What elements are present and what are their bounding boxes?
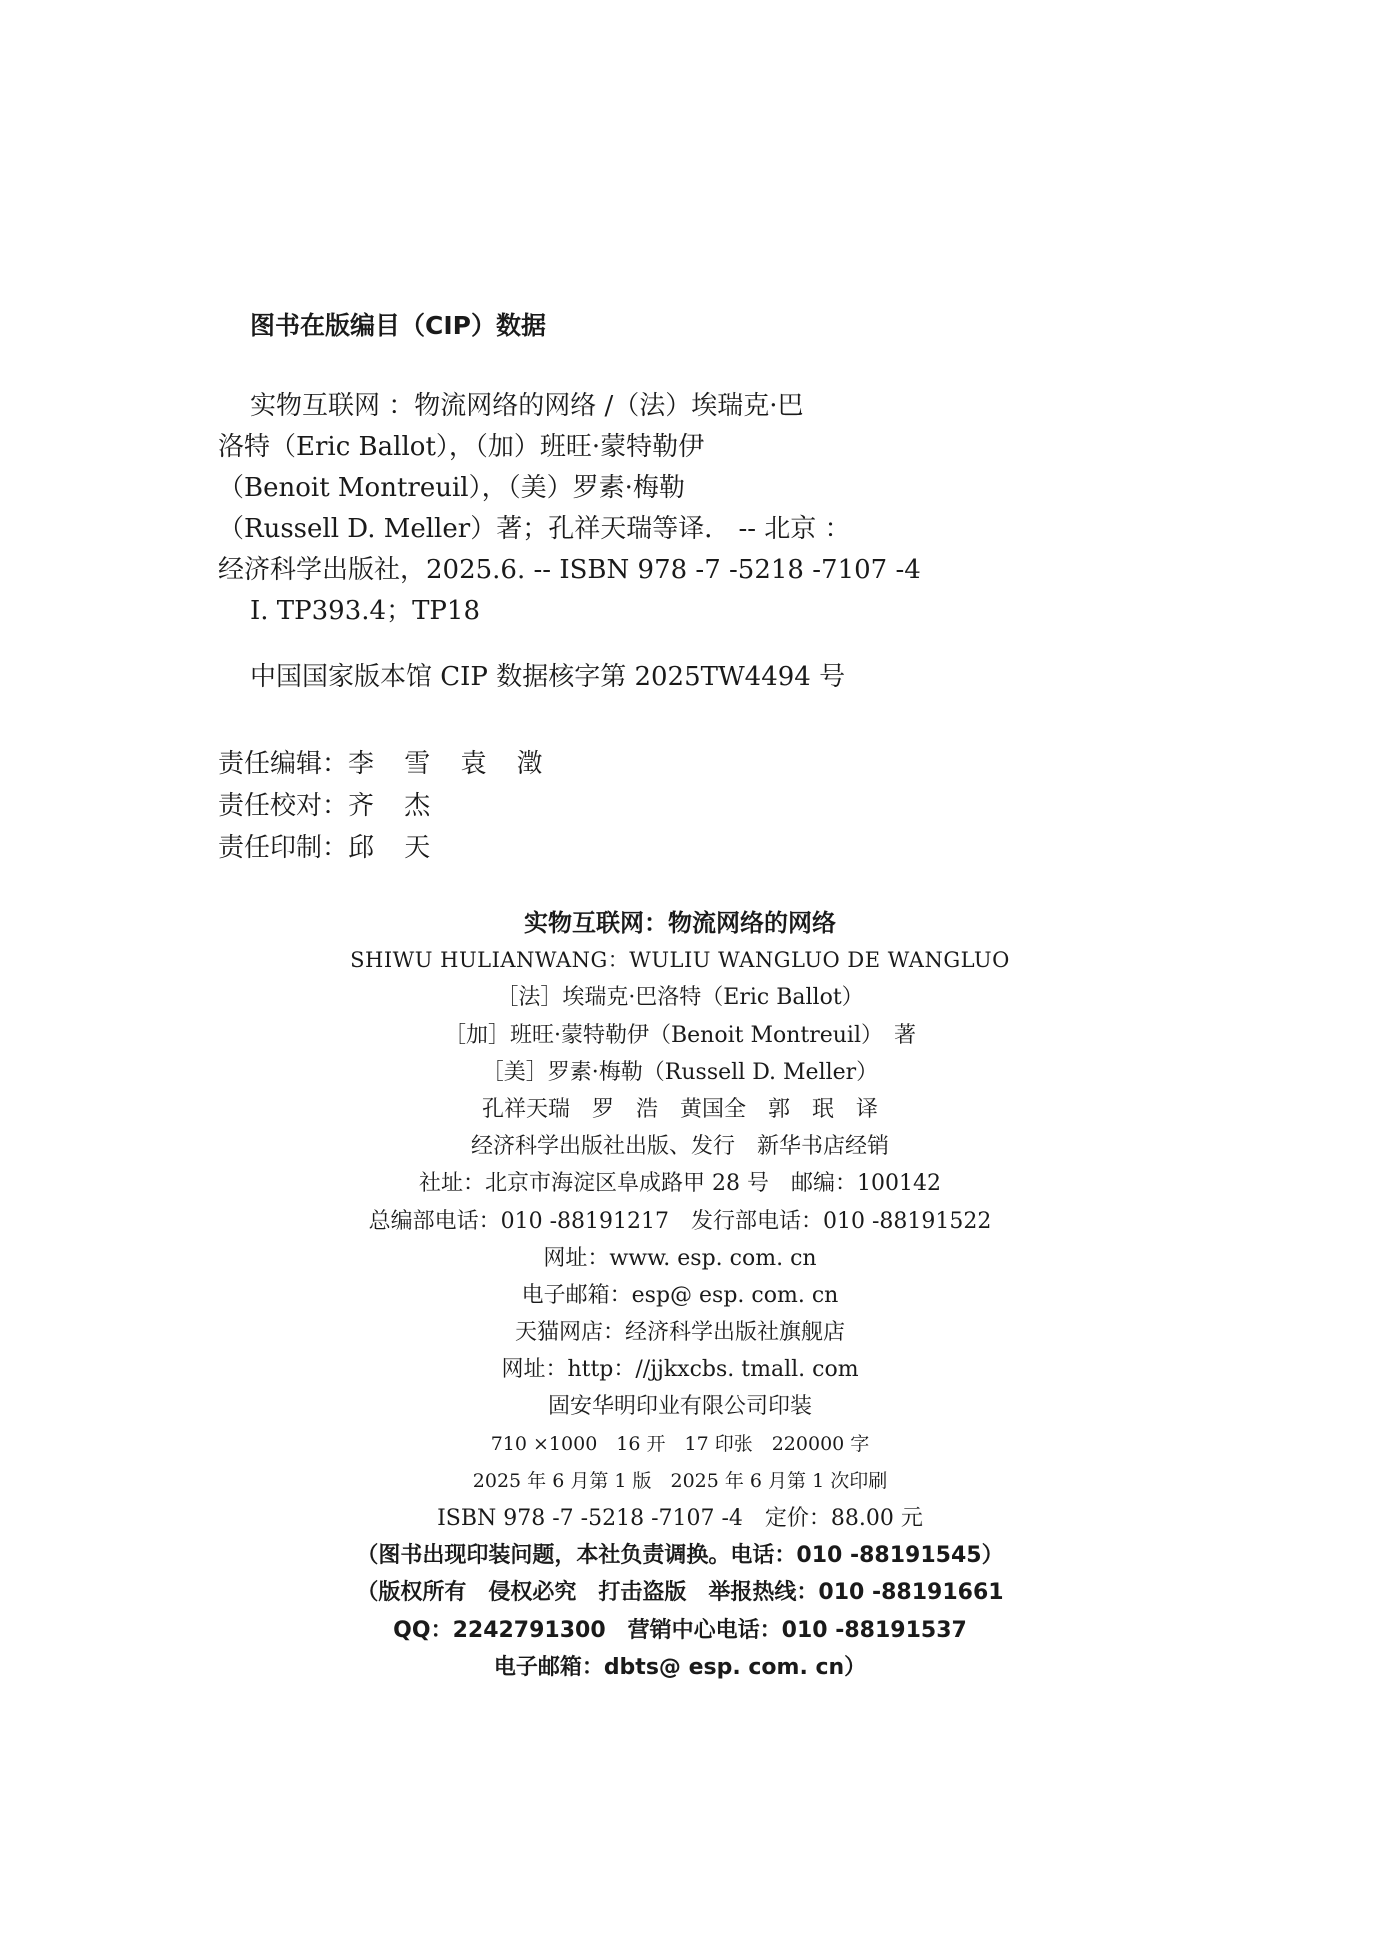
staff-role: 责任编辑： — [218, 749, 349, 779]
cip-verification-number: 中国国家版本馆 CIP 数据核字第 2025TW4494 号 — [250, 662, 846, 692]
book-title: 实物互联网：物流网络的网络 — [524, 909, 836, 937]
address-line: 社址：北京市海淀区阜成路甲 28 号 邮编：100142 — [419, 1171, 941, 1197]
email-line: 电子邮箱：esp@ esp. com. cn — [521, 1282, 839, 1308]
staff-role: 责任印制： — [218, 833, 349, 863]
format-line: 710 ×1000 16 开 17 印张 220000 字 — [490, 1432, 870, 1455]
cip-line: 经济科学出版社，2025.6. -- ISBN 978 -7 -5218 -7107 -4 — [218, 555, 921, 585]
notice-line: QQ：2242791300 营销中心电话：010 -88191537 — [393, 1617, 967, 1643]
printer-line: 固安华明印业有限公司印装 — [547, 1394, 812, 1420]
cip-line: 实物互联网 ：物流网络的网络 /（法）埃瑞克·巴 — [250, 391, 804, 421]
staff-names: 齐 杰 — [348, 791, 431, 821]
translators-line: 孔祥天瑞 罗 浩 黄国全 郭 珉 译 — [481, 1096, 878, 1122]
author-line: ［美］罗素·梅勒（Russell D. Meller） — [481, 1059, 879, 1085]
tmall-store-line: 天猫网店：经济科学出版社旗舰店 — [514, 1320, 845, 1346]
notice-line: （版权所有 侵权必究 打击盗版 举报热线：010 -88191661 — [356, 1580, 1004, 1606]
website-line: 网址：www. esp. com. cn — [543, 1245, 817, 1271]
editorial-staff — [218, 743, 543, 869]
notice-line: 电子邮箱：dbts@ esp. com. cn） — [493, 1654, 867, 1680]
cip-line: （Benoit Montreuil），（美）罗素·梅勒 — [218, 473, 685, 503]
tmall-url-line: 网址：http：//jjkxcbs. tmall. com — [501, 1357, 859, 1383]
cip-record — [218, 386, 921, 632]
cip-classification: Ⅰ. TP393.4；TP18 — [250, 596, 480, 626]
staff-names: 李 雪 袁 澂 — [348, 749, 543, 779]
author-line: ［加］班旺·蒙特勒伊（Benoit Montreuil） 著 — [443, 1022, 917, 1048]
imprint-block — [300, 905, 1060, 1686]
staff-row — [218, 785, 543, 827]
cip-line: （Russell D. Meller）著；孔祥天瑞等译． -- 北京 ： — [218, 514, 851, 544]
publisher-line: 经济科学出版社出版、发行 新华书店经销 — [470, 1134, 889, 1160]
phones-line: 总编部电话：010 -88191217 发行部电话：010 -88191522 — [368, 1208, 992, 1234]
notice-line: （图书出现印装问题，本社负责调换。电话：010 -88191545） — [356, 1543, 1004, 1569]
edition-line: 2025 年 6 月第 1 版 2025 年 6 月第 1 次印刷 — [472, 1469, 888, 1492]
staff-row — [218, 743, 543, 785]
staff-role: 责任校对： — [218, 791, 349, 821]
staff-row — [218, 827, 543, 869]
author-line: ［法］埃瑞克·巴洛特（Eric Ballot） — [496, 985, 864, 1011]
isbn-price-line: ISBN 978 -7 -5218 -7107 -4 定价：88.00 元 — [437, 1506, 923, 1531]
cip-line: 洛特（Eric Ballot），（加）班旺·蒙特勒伊 — [218, 432, 705, 462]
staff-names: 邱 天 — [348, 833, 431, 863]
cip-heading: 图书在版编目（CIP）数据 — [250, 311, 546, 340]
book-title-pinyin: SHIWU HULIANWANG：WULIU WANGLUO DE WANGLUO — [350, 948, 1010, 973]
